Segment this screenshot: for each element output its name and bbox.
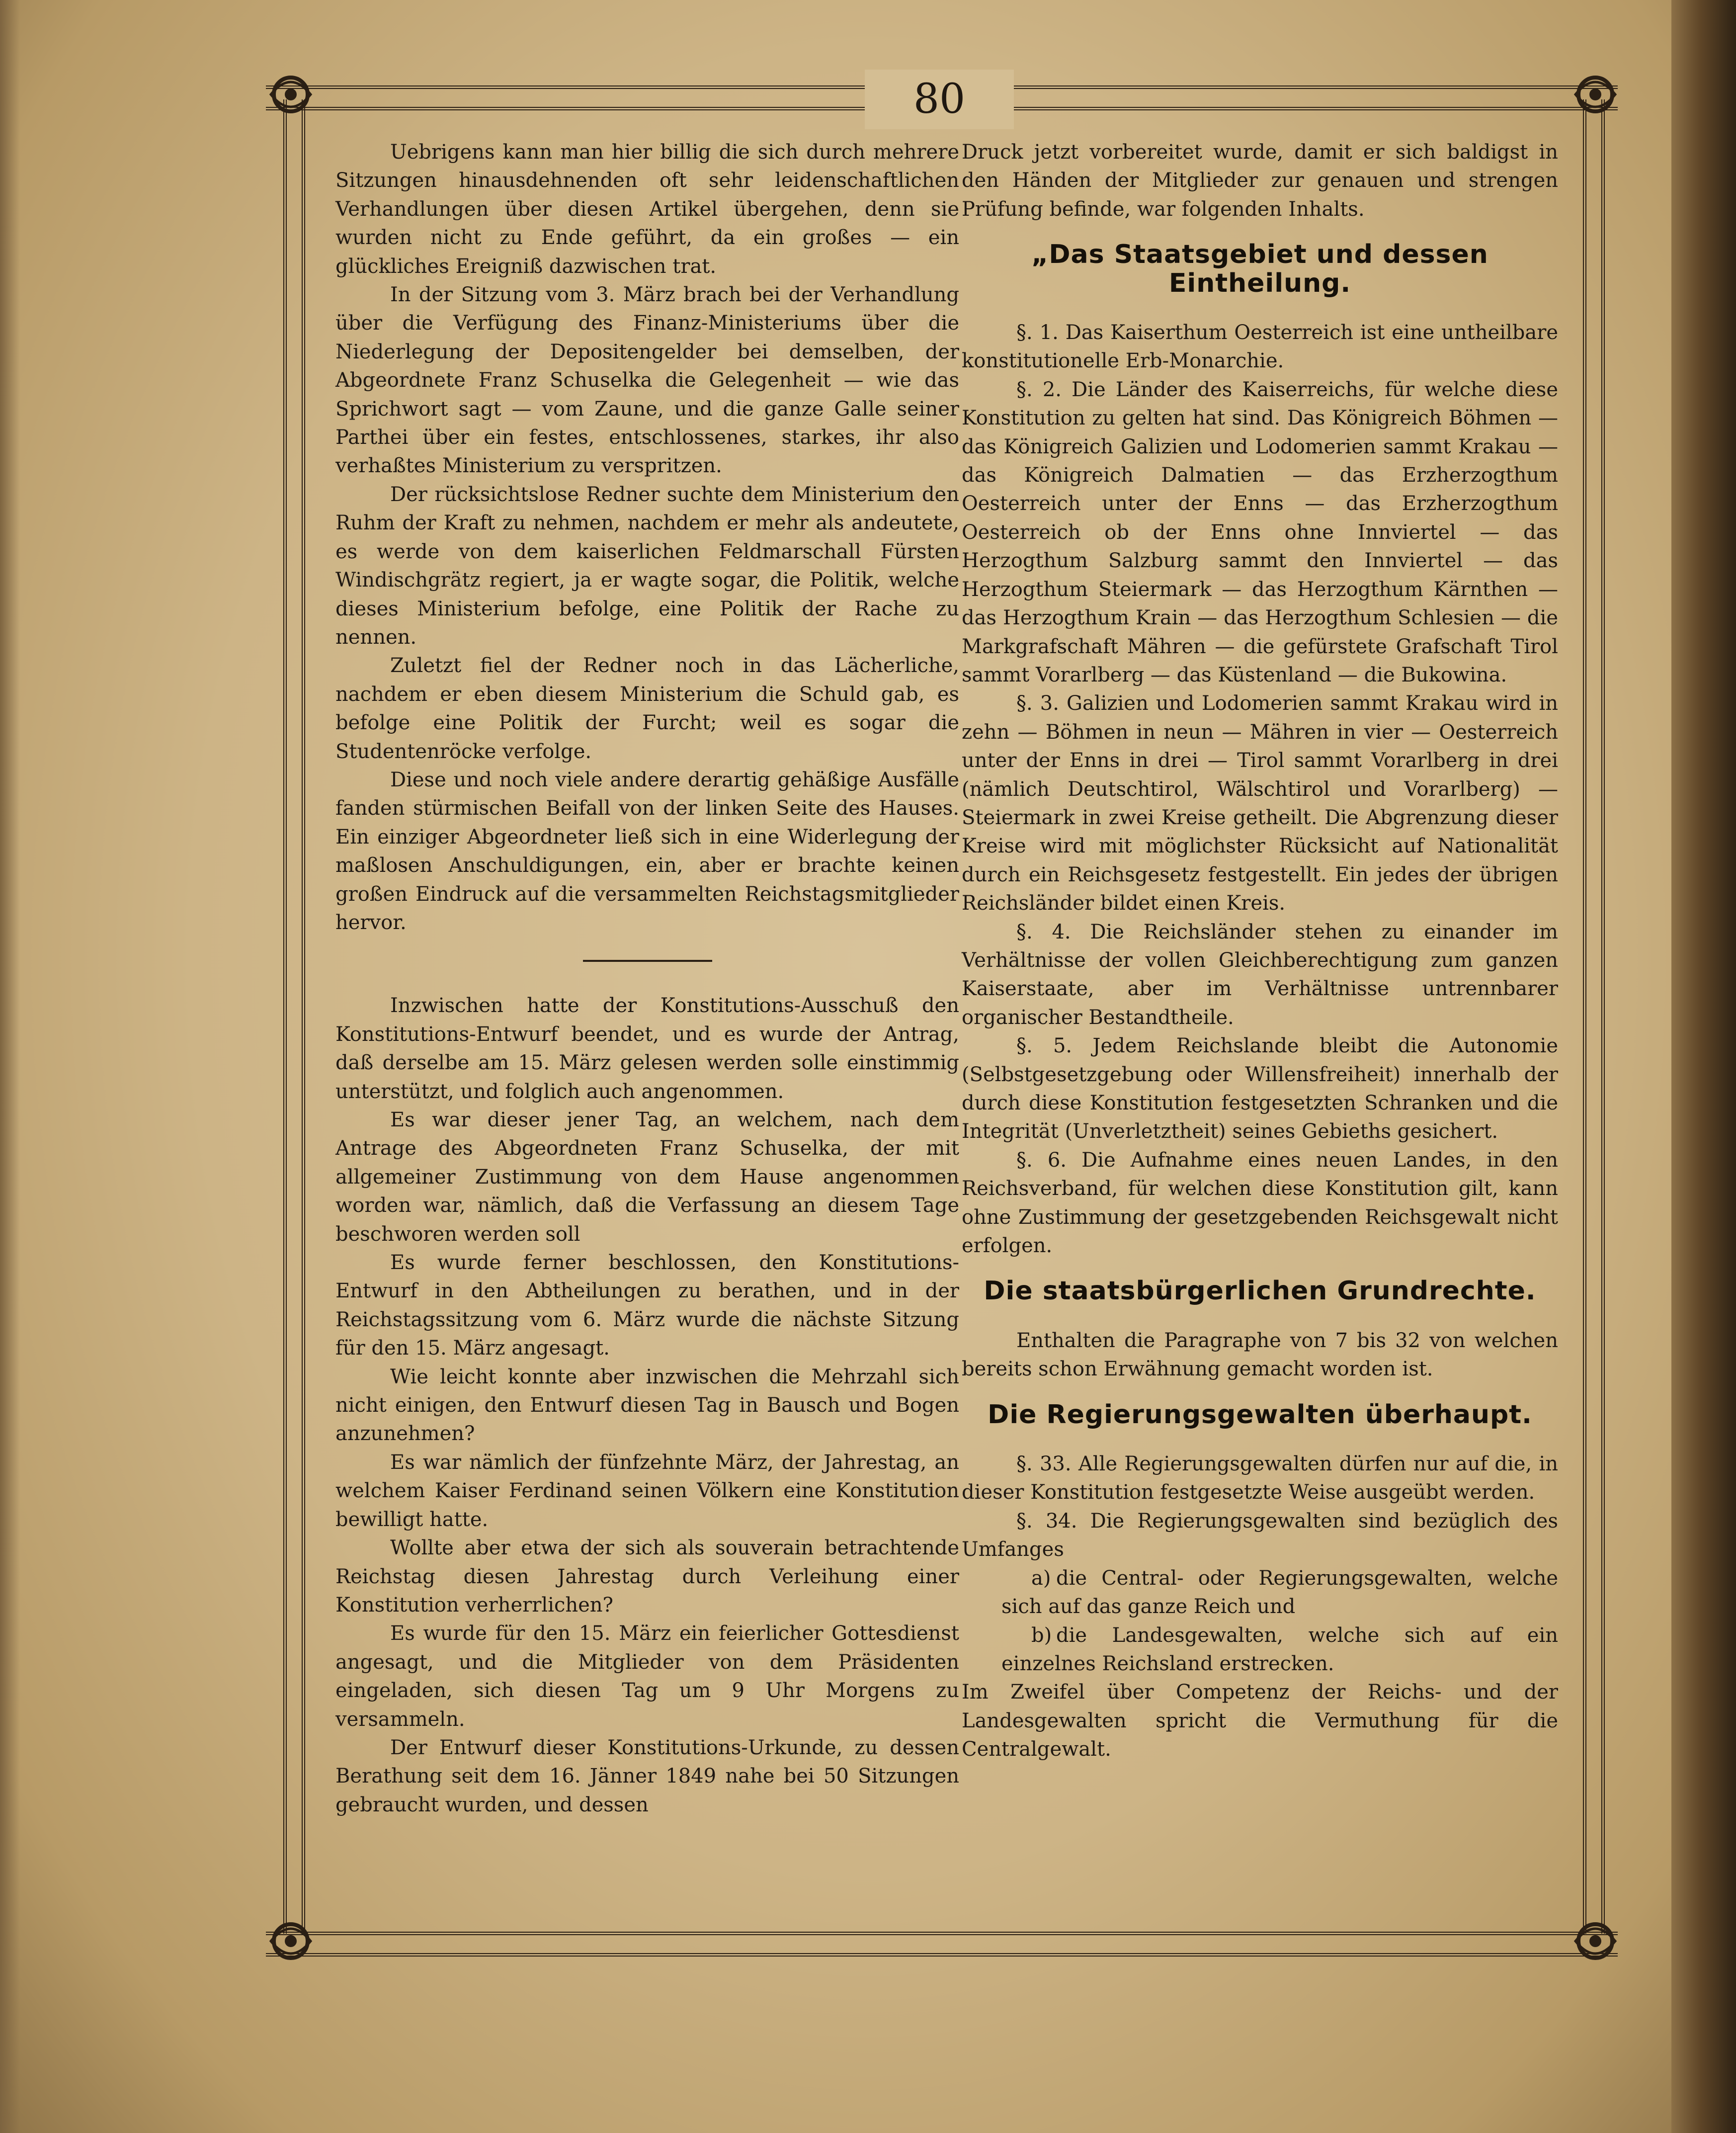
corner-ornament-bottom-left <box>261 1911 321 1971</box>
list-marker: b) <box>1031 1623 1052 1647</box>
paragraph: §. 4. Die Reichsländer stehen zu einander im Verhältnisse der vollen Gleichberechtigung zum ganzen Kaiserstaate, aber im Verhältnisse untrennbarer organischer Bestandtheile. <box>962 920 1558 1029</box>
paragraph: Diese und noch viele andere derartig gehäßige Ausfälle fanden stürmischen Beifall von der linken Seite des Hauses. Ein einziger Abgeordneter ließ sich in eine Widerlegung der maßlosen Anschuldigungen, ein, aber er brachte keinen großen Eindruck auf die versammelten Reichstagsmitglieder hervor. <box>335 768 959 934</box>
paragraph: Uebrigens kann man hier billig die sich durch mehrere Sitzungen hinausdehnenden oft sehr leidenschaftlichen Verhandlungen über diesen Artikel übergehen, denn sie wurden nicht zu Ende geführt, da ein großes — ein glückliches Ereigniß dazwischen trat. <box>335 141 959 278</box>
page-number: 80 <box>865 70 1014 129</box>
paragraph: §. 3. Galizien und Lodomerien sammt Krakau wird in zehn — Böhmen in neun — Mähren in vier — Oesterreich unter der Enns in drei — Tirol sammt Vorarlberg in drei (nämlich Deutschtirol, Wälschtirol und Vorarlberg) — Steiermark in zwei Kreise getheilt. Die Abgrenzung dieser Kreise wird mit möglichster Rücksicht auf Nationalität durch ein Reichsgesetz festgestellt. Ein jedes der übrigen Reichsländer bildet einen Kreis. <box>962 692 1558 915</box>
list-marker: a) <box>1031 1566 1051 1590</box>
paragraph: Enthalten die Paragraphe von 7 bis 32 von welchen bereits schon Erwähnung gemacht worden ist. <box>962 1329 1558 1381</box>
paragraph: §. 1. Das Kaiserthum Oesterreich ist eine untheilbare konstitutionelle Erb-Monarchie. <box>962 321 1558 373</box>
paragraph: Inzwischen hatte der Konstitutions-Ausschuß den Konstitutions-Entwurf beendet, und es wurde der Antrag, daß derselbe am 15. März gelesen werden solle einstimmig unterstützt, und folglich auch angenommen. <box>335 994 959 1103</box>
corner-ornament-top-right <box>1566 65 1625 124</box>
paragraph: Druck jetzt vorbereitet wurde, damit er sich baldigst in den Händen der Mitglieder zur genauen und strengen Prüfung befinde, war folgenden Inhalts. <box>962 141 1558 221</box>
paragraph: Es war nämlich der fünfzehnte März, der Jahrestag, an welchem Kaiser Ferdinand seinen Völkern eine Konstitution bewilligt hatte. <box>335 1450 959 1531</box>
list-item <box>962 1564 1558 1621</box>
paragraph: Der Entwurf dieser Konstitutions-Urkunde, zu dessen Berathung seit dem 16. Jänner 1849 nahe bei 50 Sitzungen gebraucht wurden, und dessen <box>335 1736 959 1816</box>
paragraph: Es war dieser jener Tag, an welchem, nach dem Antrage des Abgeordneten Franz Schuselka, der mit allgemeiner Zustimmung von dem Hause angenommen worden war, nämlich, daß die Verfassung an diesem Tage beschworen werden soll <box>335 1109 959 1246</box>
paragraph: Wie leicht konnte aber inzwischen die Mehrzahl sich nicht einigen, den Entwurf diesen Tag in Bausch und Bogen anzunehmen? <box>335 1365 959 1446</box>
frame-right-border <box>1583 99 1605 1934</box>
paragraph: Es wurde für den 15. März ein feierlicher Gottesdienst angesagt, und die Mitglieder von dem Präsidenten eingeladen, sich diesen Tag um 9 Uhr Morgens zu versammeln. <box>335 1622 959 1731</box>
list-item-text: die Landesgewalten, welche sich auf ein einzelnes Reichsland erstrecken. <box>1001 1623 1558 1675</box>
paragraph: §. 34. Die Regierungsgewalten sind bezüglich des Umfanges <box>962 1509 1558 1561</box>
section-heading-regierungsgewalten: Die Regierungsgewalten überhaupt. <box>988 1399 1532 1430</box>
paragraph: Zuletzt fiel der Redner noch in das Lächerliche, nachdem er eben diesem Ministerium die Schuld gab, es befolge eine Politik der Furcht; weil es sogar die Studentenröcke verfolge. <box>335 654 959 763</box>
right-column <box>962 138 1558 1764</box>
list-item-text: die Central- oder Regierungsgewalten, welche sich auf das ganze Reich und <box>1001 1566 1558 1619</box>
paragraph: Im Zweifel über Competenz der Reichs- und der Landesgewalten spricht die Vermuthung für die Centralgewalt. <box>962 1681 1558 1761</box>
section-divider <box>583 960 712 962</box>
left-column <box>335 138 959 1819</box>
corner-ornament-bottom-right <box>1566 1911 1625 1971</box>
book-binding <box>1671 0 1736 2133</box>
section-heading-staatsgebiet: „Das Staatsgebiet und dessen Eintheilung. <box>1031 240 1488 298</box>
corner-ornament-top-left <box>261 65 321 124</box>
paragraph: §. 2. Die Länder des Kaiserreichs, für welche diese Konstitution zu gelten hat sind. Das Königreich Böhmen — das Königreich Galizien und Lodomerien sammt Krakau — das Königreich Dalmatien — das Erzherzogthum Oesterreich unter der Enns — das Erzherzogthum Oesterreich ob der Enns ohne Innviertel — das Herzogthum Salzburg sammt den Innviertel — das Herzogthum Steiermark — das Herzogthum Kärnthen — das Herzogthum Krain — das Herzogthum Schlesien — die Markgrafschaft Mähren — die gefürstete Grafschaft Tirol sammt Vorarlberg — das Küstenland — die Bukowina. <box>962 378 1558 686</box>
paragraph: §. 6. Die Aufnahme eines neuen Landes, in den Reichsverband, für welchen diese Konstitution gilt, kann ohne Zustimmung der gesetzgebenden Reichsgewalt nicht erfolgen. <box>962 1148 1558 1258</box>
paragraph: §. 5. Jedem Reichslande bleibt die Autonomie (Selbstgesetzgebung oder Willensfreiheit) innerhalb der durch diese Konstitution festgesetzten Schranken und die Integrität (Unverletztheit) seines Gebieths gesichert. <box>962 1034 1558 1143</box>
page-left-edge <box>0 0 20 2133</box>
section-heading-grundrechte: Die staatsbürgerlichen Grundrechte. <box>984 1276 1536 1306</box>
frame-left-border <box>283 99 305 1934</box>
frame-bottom-border <box>266 1932 1618 1957</box>
list-item <box>962 1621 1558 1679</box>
paragraph: §. 33. Alle Regierungsgewalten dürfen nur auf die, in dieser Konstitution festgesetzte Weise ausgeübt werden. <box>962 1452 1558 1504</box>
paragraph: Der rücksichtslose Redner suchte dem Ministerium den Ruhm der Kraft zu nehmen, nachdem er mehr als andeutete, es werde von dem kaiserlichen Feldmarschall Fürsten Windischgrätz regiert, ja er wagte sogar, die Politik, welche dieses Ministerium befolge, eine Politik der Rache zu nennen. <box>335 483 959 649</box>
paragraph: Wollte aber etwa der sich als souverain betrachtende Reichstag diesen Jahrestag durch Verleihung einer Konstitution verherrlichen? <box>335 1536 959 1617</box>
paragraph: In der Sitzung vom 3. März brach bei der Verhandlung über die Verfügung des Finanz-Ministeriums über die Niederlegung der Depositengelder bei demselben, der Abgeordnete Franz Schuselka die Gelegenheit — wie das Sprichwort sagt — vom Zaune, und die ganze Galle seiner Parthei über ein festes, entschlossenes, starkes, ihr also verhaßtes Ministerium zu verspritzen. <box>335 283 959 478</box>
paragraph: Es wurde ferner beschlossen, den Konstitutions-Entwurf in den Abtheilungen zu berathen, und in der Reichstagssitzung vom 6. März wurde die nächste Sitzung für den 15. März angesagt. <box>335 1251 959 1360</box>
